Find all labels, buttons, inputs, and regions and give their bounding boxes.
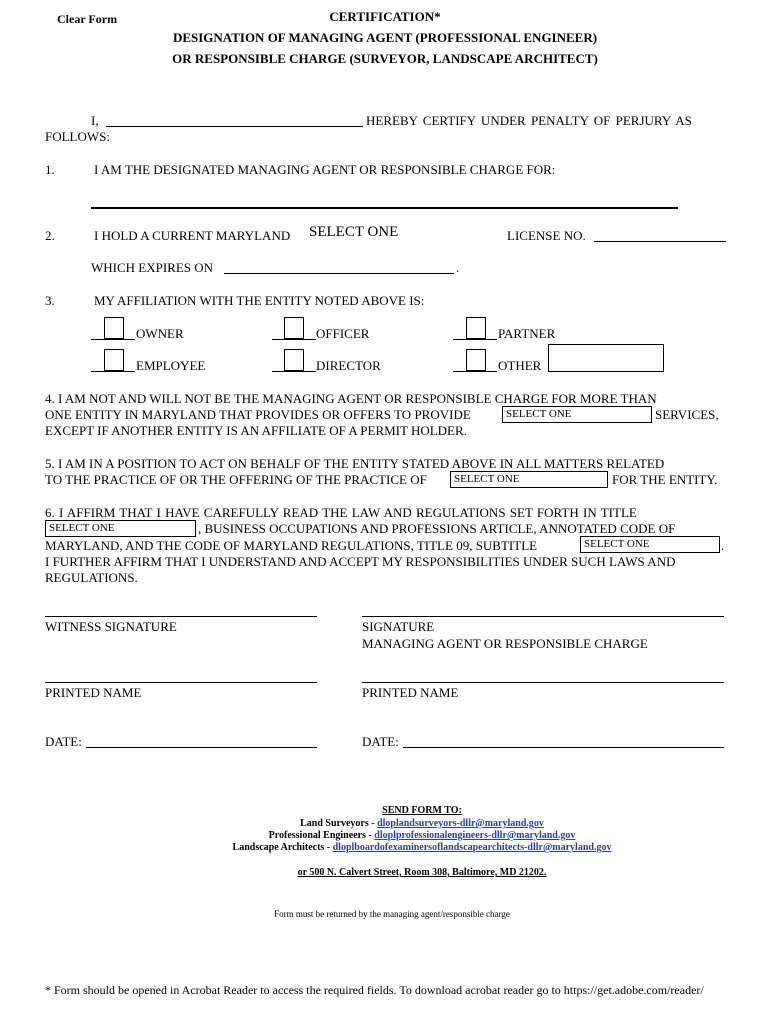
form-subtitle-1: DESIGNATION OF MANAGING AGENT (PROFESSIONAL ENGINEER) [172, 30, 598, 45]
item4-line1: 4. I AM NOT AND WILL NOT BE THE MANAGING AGENT OR RESPONSIBLE CHARGE FOR MORE THAN [45, 391, 657, 406]
officer-label: OFFICER [316, 326, 370, 341]
license-no-label: LICENSE NO. [507, 228, 586, 243]
send-form-title: SEND FORM TO: [382, 805, 462, 816]
agent-signature-line[interactable] [362, 616, 724, 617]
item4-service-select[interactable]: SELECT ONE [502, 406, 652, 423]
item4-line3: EXCEPT IF ANOTHER ENTITY IS AN AFFILIATE OF A PERMIT HOLDER. [45, 423, 467, 438]
expiration-date-line[interactable] [224, 273, 454, 274]
witness-printed-name-label: PRINTED NAME [45, 685, 142, 700]
name-input-line[interactable] [106, 126, 363, 127]
form-subtitle-2: OR RESPONSIBLE CHARGE (SURVEYOR, LANDSCAPE ARCHITECT) [172, 51, 598, 66]
director-label: DIRECTOR [316, 358, 381, 373]
item6-line1: 6. I AFFIRM THAT I HAVE CAREFULLY READ THE LAW AND REGULATIONS SET FORTH IN TITLE [45, 505, 637, 520]
witness-signature-line[interactable] [45, 616, 317, 617]
send-engineers [0, 830, 770, 841]
owner-checkbox[interactable] [104, 317, 124, 339]
architects-label: Landscape Architects - [232, 842, 333, 853]
other-checkbox[interactable] [466, 349, 486, 371]
certify-text: HEREBY CERTIFY UNDER PENALTY OF PERJURY AS [366, 113, 692, 128]
item2-text: I HOLD A CURRENT MARYLAND [94, 228, 291, 243]
item6-line5: REGULATIONS. [45, 570, 138, 585]
item6-line4: I FURTHER AFFIRM THAT I UNDERSTAND AND ACCEPT MY RESPONSIBILITIES UNDER SUCH LAWS AND [45, 554, 676, 569]
item6-subtitle-select[interactable]: SELECT ONE [580, 536, 720, 553]
surveyors-email-link[interactable]: dloplandsurveyors-dllr@maryland.gov [377, 818, 544, 829]
item4-line2: ONE ENTITY IN MARYLAND THAT PROVIDES OR OFFERS TO PROVIDE [45, 407, 471, 422]
engineers-email-link[interactable]: dloplprofessionalengineers-dllr@maryland.gov [374, 830, 576, 841]
mailing-address: or 500 N. Calvert Street, Room 308, Baltimore, MD 21202. [297, 867, 547, 878]
partner-checkbox[interactable] [466, 317, 486, 339]
send-surveyors [0, 818, 770, 829]
other-text-field[interactable] [548, 344, 664, 372]
item5-practice-select[interactable]: SELECT ONE [450, 471, 608, 488]
clear-form-button[interactable]: Clear Form [57, 12, 118, 26]
item5-line1: 5. I AM IN A POSITION TO ACT ON BEHALF OF THE ENTITY STATED ABOVE IN ALL MATTERS RELATED [45, 456, 665, 471]
entity-name-line[interactable] [91, 207, 678, 209]
item1-number: 1. [45, 162, 55, 177]
director-checkbox[interactable] [284, 349, 304, 371]
item6-line2: , BUSINESS OCCUPATIONS AND PROFESSIONS ARTICLE, ANNOTATED CODE OF [198, 521, 676, 536]
item4-services: SERVICES, [655, 407, 719, 422]
intro-i-label: I, [91, 113, 99, 128]
agent-printed-name-label: PRINTED NAME [362, 685, 459, 700]
surveyors-label: Land Surveyors - [300, 818, 378, 829]
agent-date-line[interactable] [403, 747, 724, 748]
expires-period: . [456, 260, 460, 275]
item3-number: 3. [45, 293, 55, 308]
item3-text: MY AFFILIATION WITH THE ENTITY NOTED ABOVE IS: [94, 293, 425, 308]
other-label: OTHER [498, 358, 542, 373]
witness-date-label: DATE: [45, 734, 82, 749]
item2-number: 2. [45, 228, 55, 243]
architects-email-link[interactable]: dloplboardofexaminersoflandscapearchitects-dllr@maryland.gov [332, 842, 612, 853]
license-no-line[interactable] [594, 241, 726, 242]
footer-note: * Form should be opened in Acrobat Reader to access the required fields. To download acrobat reader go to https://get.adobe.com/reader/ [45, 983, 704, 997]
item6-title-select[interactable]: SELECT ONE [45, 520, 196, 537]
witness-signature-label: WITNESS SIGNATURE [45, 619, 177, 634]
expires-label: WHICH EXPIRES ON [91, 260, 214, 275]
item5-line2: TO THE PRACTICE OF OR THE OFFERING OF THE PRACTICE OF [45, 472, 427, 487]
agent-date-label: DATE: [362, 734, 399, 749]
follows-text: FOLLOWS: [45, 129, 110, 144]
returned-note: Form must be returned by the managing agent/responsible charge [274, 909, 510, 919]
license-type-select[interactable]: SELECT ONE [309, 224, 399, 240]
officer-checkbox[interactable] [284, 317, 304, 339]
send-architects [0, 842, 770, 853]
form-title: CERTIFICATION* [329, 9, 441, 24]
item1-text: I AM THE DESIGNATED MANAGING AGENT OR RESPONSIBLE CHARGE FOR: [94, 162, 556, 177]
item6-period: . [721, 538, 725, 553]
agent-printed-name-line[interactable] [362, 682, 724, 683]
owner-label: OWNER [136, 326, 184, 341]
item6-line3: MARYLAND, AND THE CODE OF MARYLAND REGULATIONS, TITLE 09, SUBTITLE [45, 538, 538, 553]
witness-printed-name-line[interactable] [45, 682, 317, 683]
item5-entity: FOR THE ENTITY. [612, 472, 718, 487]
agent-signature-sublabel: MANAGING AGENT OR RESPONSIBLE CHARGE [362, 636, 648, 651]
witness-date-line[interactable] [86, 747, 317, 748]
employee-label: EMPLOYEE [136, 358, 206, 373]
engineers-label: Professional Engineers - [268, 830, 375, 841]
agent-signature-label: SIGNATURE [362, 619, 435, 634]
partner-label: PARTNER [498, 326, 556, 341]
employee-checkbox[interactable] [104, 349, 124, 371]
